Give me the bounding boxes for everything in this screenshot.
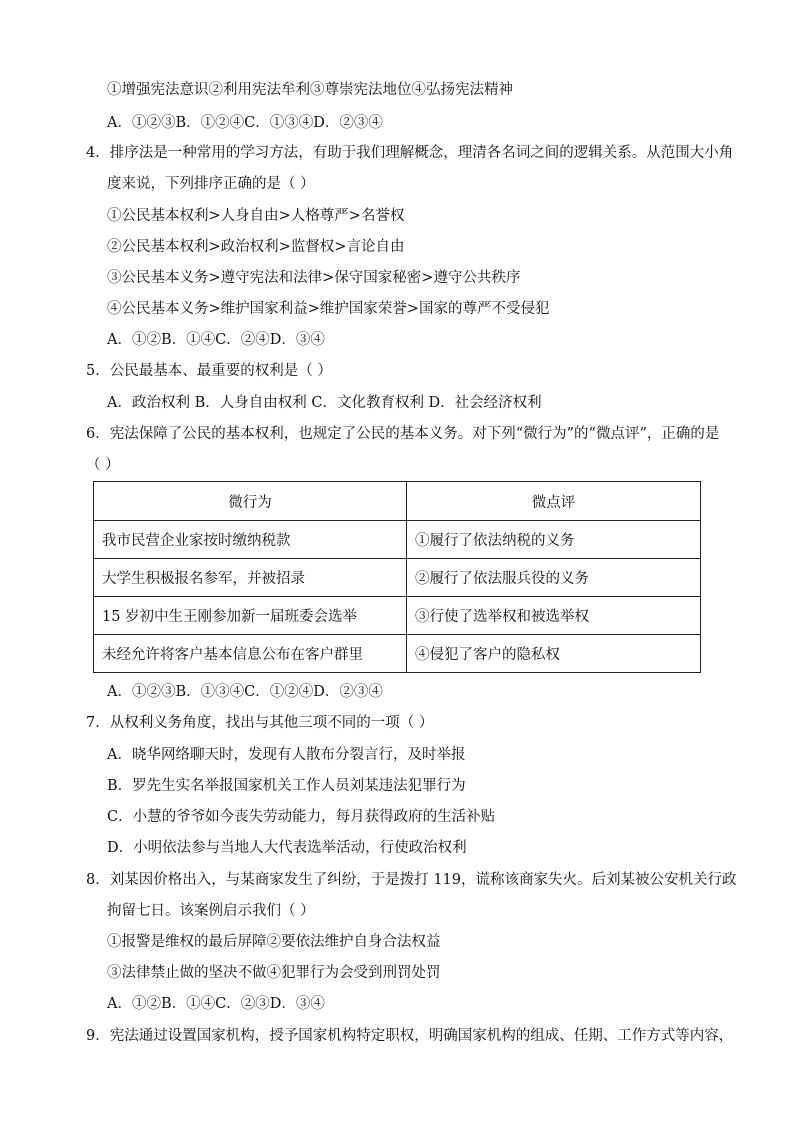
q7-option-b: B．罗先生实名举报国家机关工作人员刘某违法犯罪行为: [107, 778, 466, 794]
q3-answer-choices: A．①②③B．①②④C．①③④D．②③④: [107, 115, 383, 131]
q3-options-line: ①增强宪法意识②利用宪法牟利③尊崇宪法地位④弘扬宪法精神: [107, 82, 513, 98]
q6-stem-line1: 6．宪法保障了公民的基本权利，也规定了公民的基本义务。对下列“微行为”的“微点评”，正确的是: [86, 426, 720, 442]
q6-stem-line2: （ ）: [86, 457, 120, 473]
table-row: [94, 635, 701, 673]
q7-option-d: D．小明依法参与当地人大代表选举活动，行使政治权利: [107, 840, 467, 856]
table-header-cell: 微点评: [407, 482, 701, 521]
q4-stem-line2: 度来说，下列排序正确的是（ ）: [107, 176, 315, 192]
q4-option-1: ①公民基本权利>人身自由>人格尊严>名誉权: [107, 208, 405, 224]
table-cell: 15 岁初中生王刚参加新一届班委会选举: [94, 597, 407, 635]
q6-answer-choices: A．①②③B．①③④C．①②④D．②③④: [107, 684, 383, 700]
q8-options-3-4: ③法律禁止做的坚决不做④犯罪行为会受到刑罚处罚: [107, 965, 441, 981]
q7-option-a: A．晓华网络聊天时，发现有人散布分裂言行，及时举报: [107, 747, 466, 763]
table-cell: 大学生积极报名参军，并被招录: [94, 559, 407, 597]
q4-option-2: ②公民基本权利>政治权利>监督权>言论自由: [107, 239, 405, 255]
table-row: [94, 559, 701, 597]
q8-answer-choices: A．①②B．①④C．②③D．③④: [107, 996, 325, 1012]
q7-stem: 7．从权利义务角度，找出与其他三项不同的一项（ ）: [86, 715, 434, 731]
table-cell: 未经允许将客户基本信息公布在客户群里: [94, 635, 407, 673]
q9-stem-line1: 9．宪法通过设置国家机构，授予国家机构特定职权，明确国家机构的组成、任期、工作方式等内容，: [86, 1028, 734, 1044]
q7-option-c: C．小慧的爷爷如今丧失劳动能力，每月获得政府的生活补贴: [107, 809, 496, 825]
table-cell: ③行使了选举权和被选举权: [407, 597, 701, 635]
q5-stem: 5．公民最基本、最重要的权利是（ ）: [86, 363, 332, 379]
q8-options-1-2: ①报警是维权的最后屏障②要依法维护自身合法权益: [107, 934, 441, 950]
q4-option-3: ③公民基本义务>遵守宪法和法律>保守国家秘密>遵守公共秩序: [107, 270, 521, 286]
table-cell: ①履行了依法纳税的义务: [407, 521, 701, 559]
table-cell: ④侵犯了客户的隐私权: [407, 635, 701, 673]
q5-answer-choices: A．政治权利 B．人身自由权利 C．文化教育权利 D．社会经济权利: [107, 395, 542, 411]
q6-table: [93, 481, 701, 673]
q8-stem-line1: 8．刘某因价格出入，与某商家发生了纠纷，于是拨打 119，谎称该商家失火。后刘某被公安机关行政: [86, 872, 737, 888]
q4-answer-choices: A．①②B．①④C．②④D．③④: [107, 332, 325, 348]
table-row: [94, 521, 701, 559]
table-header-row: [94, 482, 701, 521]
table-cell: ②履行了依法服兵役的义务: [407, 559, 701, 597]
table-header-cell: 微行为: [94, 482, 407, 521]
table-cell: 我市民营企业家按时缴纳税款: [94, 521, 407, 559]
q4-stem-line1: 4．排序法是一种常用的学习方法，有助于我们理解概念，理清各名词之间的逻辑关系。从范围大小角: [86, 145, 734, 161]
table-row: [94, 597, 701, 635]
q4-option-4: ④公民基本义务>维护国家利益>维护国家荣誉>国家的尊严不受侵犯: [107, 301, 550, 317]
q8-stem-line2: 拘留七日。该案例启示我们（ ）: [107, 903, 315, 919]
